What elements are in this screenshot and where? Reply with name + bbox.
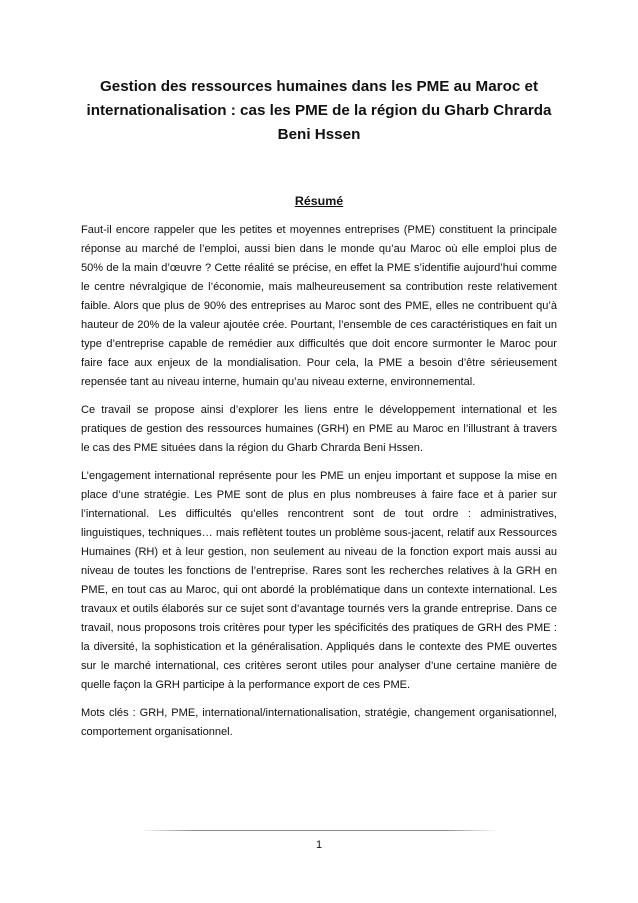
abstract-heading: Résumé [294,194,344,208]
abstract-paragraph-1: Faut-il encore rappeler que les petites et moyennes entreprises (PME) constituent la principale réponse au marché de l’emploi, aussi bien dans le monde qu’au Maroc où elle emploi plus de 50% de la main d’œuvre ? Cette réalité se précise, en effet la PME s’identifie aujourd’hui comme le centre névralgique de l’économie, mais malheureusement sa contribution reste relativement faible. Alors que plus de 90% des entreprises au Maroc sont des PME, elles ne contribuent qu’à hauteur de 20% de la valeur ajoutée crée. Pourtant, l’ensemble de ces caractéristiques en fait un type d’entreprise capable de remédier aux difficultés que doit encore surmonter le Maroc pour faire face aux enjeux de la mondialisation. Pour cela, la PME a besoin d’être sérieusement repensée tant au niveau interne, humain qu’au niveau externe, environnemental. [81,224,557,388]
page-number: 1 [315,839,323,851]
footer-divider [140,830,498,831]
keywords-paragraph: Mots clés : GRH, PME, international/internationalisation, stratégie, changement organisationnel, comportement organisationnel. [81,707,557,738]
paper-title: Gestion des ressources humaines dans les PME au Maroc et internationalisation : cas les PME de la région du Gharb Chrarda Beni Hssen [86,78,552,143]
abstract-paragraph-2: Ce travail se propose ainsi d’explorer les liens entre le développement international et les pratiques de gestion des ressources humaines (GRH) en PME au Maroc en l’illustrant à travers le cas des PME situées dans la région du Gharb Chrarda Beni Hssen. [81,404,557,454]
abstract-body [81,221,557,751]
abstract-paragraph-3: L’engagement international représente pour les PME un enjeu important et suppose la mise en place d’une stratégie. Les PME sont de plus en plus nombreuses à faire face et à parier sur l’international. Les difficultés qu’elles rencontrent sont de tout ordre : administratives, linguistiques, techniques… mais reflètent toutes un problème sous-jacent, relatif aux Ressources Humaines (RH) et à leur gestion, non seulement au niveau de la fonction export mais aussi au niveau de toutes les fonctions de l’entreprise. Rares sont les recherches relatives à la GRH en PME, en tout cas au Maroc, qui ont abordé la problématique dans un contexte international. Les travaux et outils élaborés sur ce sujet sont d’avantage tournés vers la grande entreprise. Dans ce travail, nous proposons trois critères pour typer les spécificités des pratiques de GRH des PME : la diversité, la sophistication et la généralisation. Appliqués dans le contexte des PME ouvertes sur le marché international, ces critères seront utiles pour analyser d’une certaine manière de quelle façon la GRH participe à la performance export de ces PME. [81,470,557,691]
